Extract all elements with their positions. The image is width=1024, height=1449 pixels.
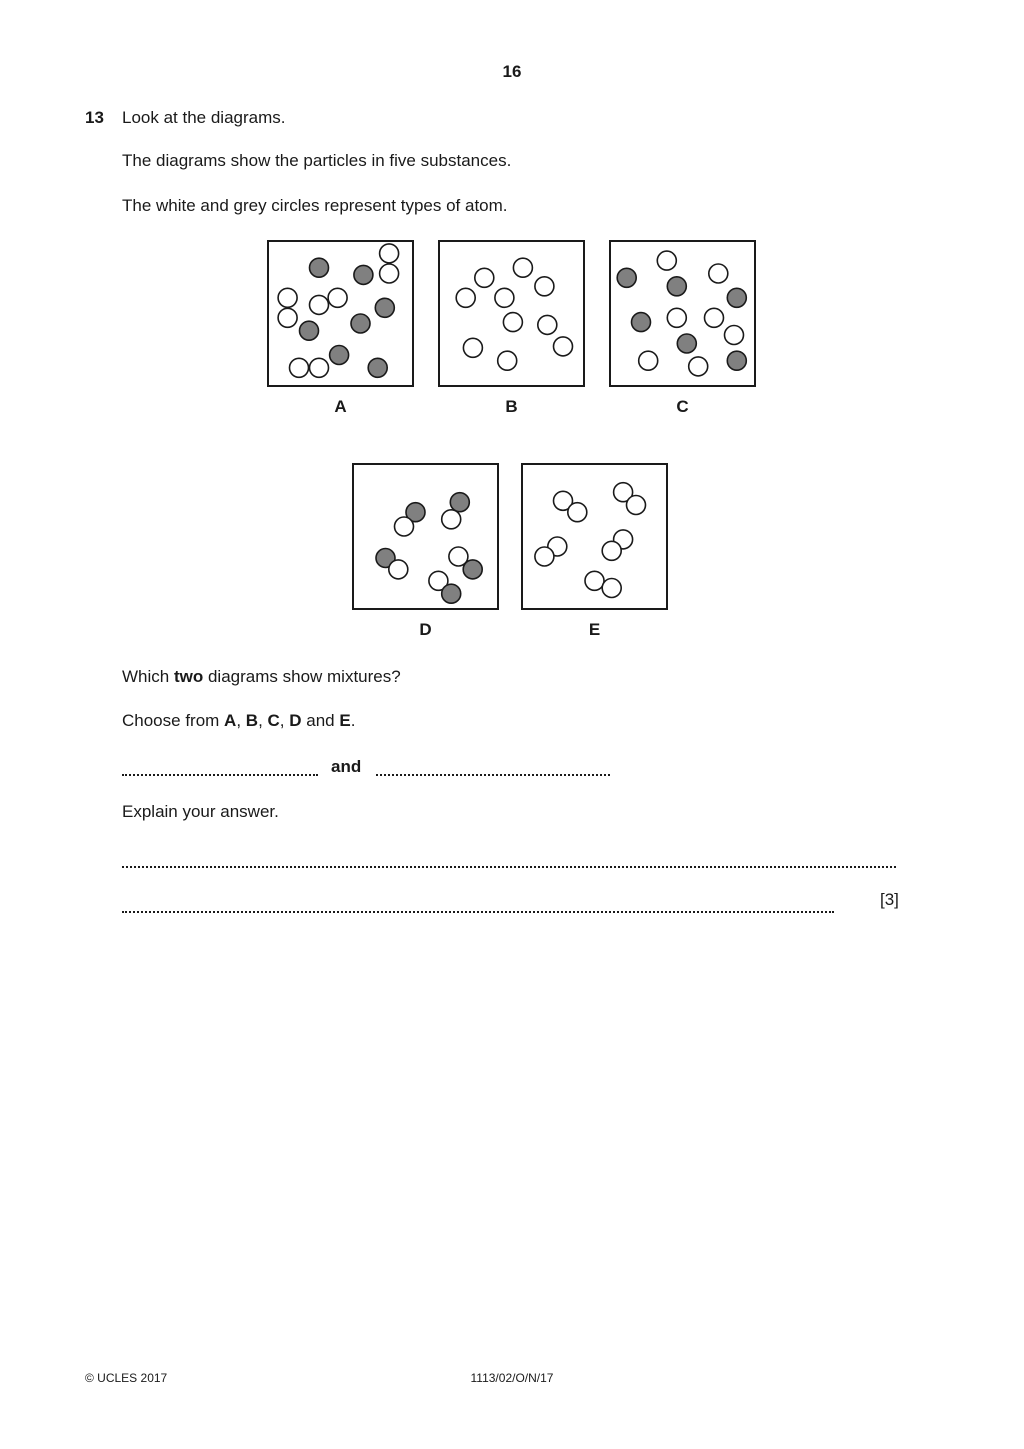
white-atom-b-5 <box>503 313 522 332</box>
question-intro: Look at the diagrams. <box>122 108 286 127</box>
grey-atom-a-1 <box>354 265 373 284</box>
which-pre: Which <box>122 667 174 686</box>
diagram-d-particles <box>354 465 501 612</box>
white-atom-b-9 <box>554 337 573 356</box>
white-atom-a-6 <box>328 288 347 307</box>
page-number: 16 <box>502 62 522 81</box>
explain-instruction: Explain your answer. <box>122 802 279 821</box>
and-label: and <box>331 757 362 776</box>
answer-field-1[interactable] <box>122 774 318 776</box>
white-atom-a-4 <box>278 288 297 307</box>
white-atom-c-6 <box>667 308 686 327</box>
diagram-a-particles <box>269 242 416 389</box>
diagram-e <box>521 463 668 610</box>
white-atom-c-1 <box>657 251 676 270</box>
choice-a: A <box>224 711 237 730</box>
answer-field-2[interactable] <box>376 774 610 776</box>
white-atom-b-1 <box>513 258 532 277</box>
white-atom-b-0 <box>475 268 494 287</box>
choice-b: B <box>245 711 259 730</box>
white-atom-c-11 <box>689 357 708 376</box>
question-key: The white and grey circles represent types of atom. <box>122 196 508 215</box>
choose-instruction: Choose from A, B, C, D and E. <box>122 711 356 730</box>
paper-code: 1113/02/O/N/17 <box>470 1371 554 1385</box>
grey-atom-a-11 <box>330 346 349 365</box>
grey-atom-a-9 <box>300 321 319 340</box>
grey-atom-a-7 <box>375 298 394 317</box>
white-atom-c-7 <box>705 308 724 327</box>
choice-c: C <box>267 711 280 730</box>
white-atom-d-5 <box>389 560 408 579</box>
white-atom-a-12 <box>290 358 309 377</box>
diagram-d <box>352 463 499 610</box>
diagram-a-label: A <box>334 397 347 416</box>
grey-atom-c-4 <box>727 288 746 307</box>
white-atom-e-5 <box>535 547 554 566</box>
choice-d: D <box>289 711 302 730</box>
white-atom-e-7 <box>602 541 621 560</box>
grey-atom-d-7 <box>463 560 482 579</box>
white-atom-c-8 <box>725 326 744 345</box>
diagram-d-label: D <box>419 620 432 639</box>
grey-atom-c-5 <box>632 313 651 332</box>
white-atom-b-7 <box>463 338 482 357</box>
white-atom-a-8 <box>278 308 297 327</box>
white-atom-b-2 <box>535 277 554 296</box>
question-description: The diagrams show the particles in five substances. <box>122 151 512 170</box>
copyright: © UCLES 2017 <box>85 1371 168 1385</box>
white-atom-b-6 <box>538 315 557 334</box>
white-atom-e-3 <box>627 496 646 515</box>
grey-atom-c-0 <box>617 268 636 287</box>
white-atom-e-1 <box>568 503 587 522</box>
white-atom-d-3 <box>442 510 461 529</box>
white-atom-b-8 <box>498 351 517 370</box>
diagram-a <box>267 240 414 387</box>
diagram-c-label: C <box>676 397 689 416</box>
which-bold: two <box>173 667 204 686</box>
white-atom-e-9 <box>602 579 621 598</box>
grey-atom-c-2 <box>667 277 686 296</box>
white-atom-a-5 <box>310 295 329 314</box>
choose-pre: Choose from <box>122 711 225 730</box>
white-atom-b-3 <box>456 288 475 307</box>
grey-atom-a-10 <box>351 314 370 333</box>
diagram-c-particles <box>611 242 758 389</box>
grey-atom-c-12 <box>727 351 746 370</box>
grey-atom-a-0 <box>310 258 329 277</box>
question-number: 13 <box>85 108 104 127</box>
diagram-b <box>438 240 585 387</box>
white-atom-a-3 <box>380 264 399 283</box>
which-question <box>122 667 401 687</box>
choose-and: and <box>306 711 335 730</box>
grey-atom-a-14 <box>368 358 387 377</box>
choice-e: E <box>339 711 351 730</box>
grey-atom-d-2 <box>450 493 469 512</box>
grey-atom-c-9 <box>677 334 696 353</box>
white-atom-a-13 <box>310 358 329 377</box>
white-atom-c-10 <box>639 351 658 370</box>
diagram-e-particles <box>523 465 670 612</box>
white-atom-c-3 <box>709 264 728 283</box>
diagram-b-label: B <box>505 397 518 416</box>
explain-line-2[interactable] <box>122 911 834 913</box>
white-atom-d-1 <box>395 517 414 536</box>
grey-atom-d-9 <box>442 584 461 603</box>
marks-allocation: [3] <box>880 890 899 909</box>
which-post: diagrams show mixtures? <box>203 667 401 686</box>
diagram-c <box>609 240 756 387</box>
white-atom-a-2 <box>380 244 399 263</box>
diagram-b-particles <box>440 242 587 389</box>
explain-line-1[interactable] <box>122 866 896 868</box>
white-atom-e-8 <box>585 571 604 590</box>
diagram-e-label: E <box>588 620 601 639</box>
white-atom-b-4 <box>495 288 514 307</box>
